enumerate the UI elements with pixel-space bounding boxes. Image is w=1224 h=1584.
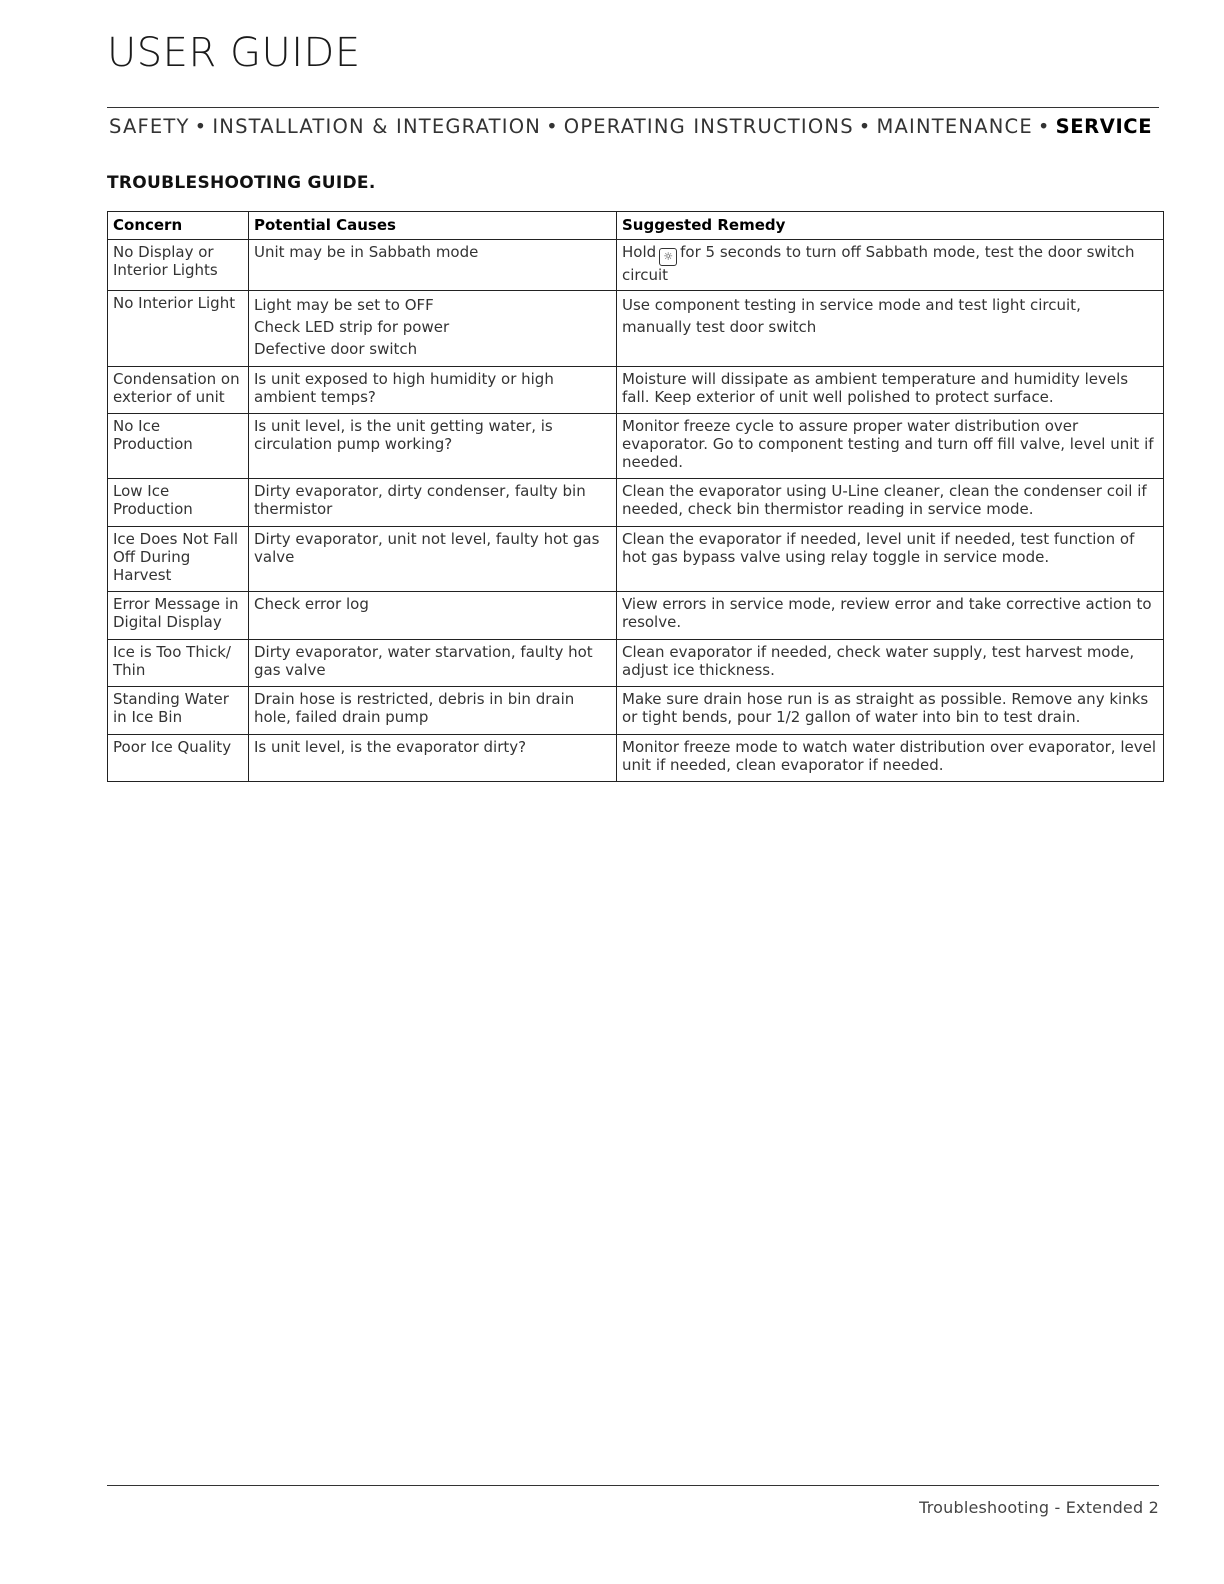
remedy-cell bbox=[617, 291, 1164, 367]
concern-cell: No Ice Production bbox=[108, 414, 249, 479]
table-row bbox=[108, 291, 1164, 367]
footer-page-label: Troubleshooting - Extended 2 bbox=[919, 1498, 1159, 1517]
remedy-cell: Clean the evaporator if needed, level unit if needed, test function of hot gas bypass valve using relay toggle in service mode. bbox=[617, 527, 1164, 592]
causes-cell: Is unit exposed to high humidity or high ambient temps? bbox=[249, 367, 617, 414]
causes-cell bbox=[249, 291, 617, 367]
concern-cell: Standing Water in Ice Bin bbox=[108, 687, 249, 735]
concern-cell: No Interior Light bbox=[108, 291, 249, 367]
column-header-remedy: Suggested Remedy bbox=[617, 212, 1164, 240]
nav-item-safety: SAFETY bbox=[109, 115, 190, 138]
nav-separator: • bbox=[858, 115, 872, 138]
section-nav bbox=[109, 115, 1161, 138]
cause-line: Light may be set to OFF bbox=[254, 296, 434, 314]
document-title: USER GUIDE bbox=[107, 30, 361, 76]
causes-cell: Dirty evaporator, dirty condenser, faulty bin thermistor bbox=[249, 479, 617, 527]
nav-separator: • bbox=[546, 115, 559, 138]
troubleshooting-table bbox=[107, 211, 1164, 782]
causes-cell: Check error log bbox=[249, 592, 617, 640]
table-row bbox=[108, 479, 1164, 527]
remedy-cell: Monitor freeze cycle to assure proper water distribution over evaporator. Go to component testing and turn off fill valve, level unit if needed. bbox=[617, 414, 1164, 479]
table-row bbox=[108, 527, 1164, 592]
table-row bbox=[108, 592, 1164, 640]
table-row bbox=[108, 687, 1164, 735]
remedy-line: manually test door switch bbox=[622, 318, 817, 336]
header-divider bbox=[107, 107, 1159, 108]
remedy-text: Hold bbox=[622, 243, 657, 261]
remedy-cell: Clean the evaporator using U-Line cleaner, clean the condenser coil if needed, check bin thermistor reading in service mode. bbox=[617, 479, 1164, 527]
nav-item-service: SERVICE bbox=[1055, 115, 1153, 138]
remedy-line: Use component testing in service mode and test light circuit, bbox=[622, 296, 1081, 314]
nav-item-installation: INSTALLATION & INTEGRATION bbox=[212, 115, 542, 138]
concern-cell: Low Ice Production bbox=[108, 479, 249, 527]
remedy-cell: Clean evaporator if needed, check water supply, test harvest mode, adjust ice thickness. bbox=[617, 640, 1164, 687]
causes-cell: Dirty evaporator, unit not level, faulty hot gas valve bbox=[249, 527, 617, 592]
section-title: TROUBLESHOOTING GUIDE. bbox=[107, 173, 376, 193]
remedy-text: for 5 seconds to turn off Sabbath mode, test the door switch circuit bbox=[622, 243, 1135, 284]
column-header-causes: Potential Causes bbox=[249, 212, 617, 240]
table-row bbox=[108, 735, 1164, 782]
nav-separator: • bbox=[194, 115, 208, 138]
remedy-cell: Monitor freeze mode to watch water distribution over evaporator, level unit if needed, clean evaporator if needed. bbox=[617, 735, 1164, 782]
nav-separator: • bbox=[1037, 115, 1051, 138]
causes-cell: Is unit level, is the unit getting water, is circulation pump working? bbox=[249, 414, 617, 479]
sabbath-icon: ☼ bbox=[659, 248, 677, 266]
cause-line: Check LED strip for power bbox=[254, 318, 450, 336]
concern-cell: Ice is Too Thick/ Thin bbox=[108, 640, 249, 687]
causes-cell: Drain hose is restricted, debris in bin drain hole, failed drain pump bbox=[249, 687, 617, 735]
concern-cell: Poor Ice Quality bbox=[108, 735, 249, 782]
table-row bbox=[108, 240, 1164, 291]
table-row bbox=[108, 640, 1164, 687]
concern-cell: No Display or Interior Lights bbox=[108, 240, 249, 291]
cause-line: Defective door switch bbox=[254, 340, 418, 358]
table-row bbox=[108, 367, 1164, 414]
causes-cell: Dirty evaporator, water starvation, faulty hot gas valve bbox=[249, 640, 617, 687]
table-row bbox=[108, 414, 1164, 479]
nav-item-maintenance: MAINTENANCE bbox=[876, 115, 1033, 138]
remedy-cell: View errors in service mode, review error and take corrective action to resolve. bbox=[617, 592, 1164, 640]
concern-cell: Ice Does Not Fall Off During Harvest bbox=[108, 527, 249, 592]
footer-divider bbox=[107, 1485, 1159, 1486]
column-header-concern: Concern bbox=[108, 212, 249, 240]
remedy-cell: Make sure drain hose run is as straight as possible. Remove any kinks or tight bends, pour 1/2 gallon of water into bin to test drain. bbox=[617, 687, 1164, 735]
causes-cell: Unit may be in Sabbath mode bbox=[249, 240, 617, 291]
table-header-row bbox=[108, 212, 1164, 240]
remedy-cell: Moisture will dissipate as ambient temperature and humidity levels fall. Keep exterior of unit well polished to protect surface. bbox=[617, 367, 1164, 414]
causes-cell: Is unit level, is the evaporator dirty? bbox=[249, 735, 617, 782]
remedy-cell bbox=[617, 240, 1164, 291]
nav-item-operating: OPERATING INSTRUCTIONS bbox=[563, 115, 854, 138]
concern-cell: Condensation on exterior of unit bbox=[108, 367, 249, 414]
concern-cell: Error Message in Digital Display bbox=[108, 592, 249, 640]
